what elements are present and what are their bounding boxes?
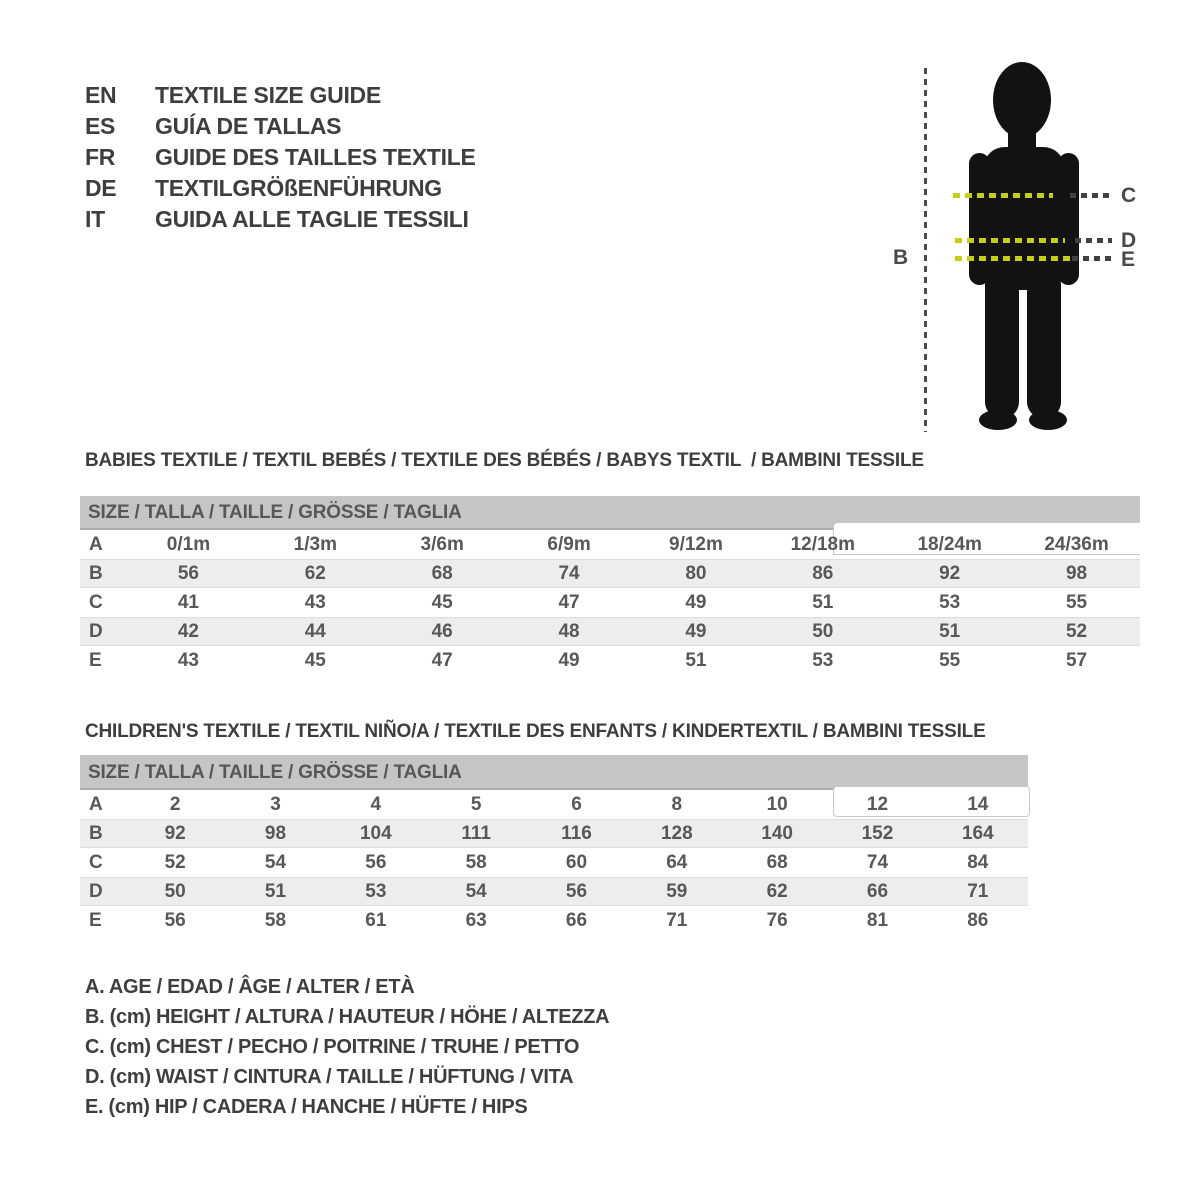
size-cell: 51	[812, 591, 834, 613]
language-code: EN	[85, 82, 117, 108]
size-cell: 128	[660, 822, 693, 844]
size-cell: 3	[270, 793, 281, 815]
legend-line-e: E. (cm) HIP / CADERA / HANCHE / HÜFTE / HIPS	[85, 1096, 528, 1118]
size-cell: 66	[565, 909, 588, 931]
size-cell: 68	[431, 562, 453, 584]
size-cell: 1/3m	[293, 533, 337, 555]
size-cell: 51	[939, 620, 961, 642]
language-guide-title: GUIDE DES TAILLES TEXTILE	[155, 144, 476, 170]
size-cell: 80	[685, 562, 707, 584]
row-label: A	[89, 793, 103, 815]
size-cell: 61	[365, 909, 387, 931]
legend-line-d: D. (cm) WAIST / CINTURA / TAILLE / HÜFTUNG / VITA	[85, 1066, 574, 1088]
row-label: E	[89, 649, 102, 671]
language-row-de	[85, 173, 476, 204]
babies-size-table	[80, 496, 1140, 675]
size-cell: 53	[812, 649, 834, 671]
size-row-d	[80, 617, 1140, 646]
size-cell: 4	[370, 793, 382, 815]
hip-label: E	[1121, 248, 1136, 271]
size-cell: 9/12m	[669, 533, 723, 555]
measurement-legend	[85, 972, 609, 1122]
language-code: IT	[85, 206, 105, 232]
legend-line-b: B. (cm) HEIGHT / ALTURA / HAUTEUR / HÖHE / ALTEZZA	[85, 1006, 610, 1028]
hip-guide-line	[1072, 256, 1112, 261]
size-cell: 50	[812, 620, 834, 642]
waist-measure-line	[955, 238, 1065, 243]
row-label: A	[89, 533, 103, 555]
size-cell: 2	[169, 793, 181, 815]
size-row-e	[80, 646, 1140, 675]
size-cell: 60	[565, 851, 588, 873]
waist-guide-line	[1075, 238, 1112, 243]
language-row-it	[85, 204, 476, 235]
child-silhouette-icon	[940, 50, 1110, 440]
children-table-grid	[80, 790, 1028, 935]
size-cell: 48	[558, 620, 580, 642]
size-cell: 46	[431, 620, 453, 642]
size-cell: 18/24m	[917, 533, 982, 555]
size-cell: 24/36m	[1044, 533, 1109, 555]
size-cell: 45	[304, 649, 326, 671]
size-cell: 43	[304, 591, 326, 613]
size-cell: 54	[465, 880, 487, 902]
size-row-a	[80, 530, 1140, 559]
height-measure-line	[924, 68, 927, 432]
babies-section-title: BABIES TEXTILE / TEXTIL BEBÉS / TEXTILE DES BÉBÉS / BABYS TEXTIL / BAMBINI TESSILE	[85, 450, 924, 471]
size-cell: 51	[264, 880, 287, 902]
language-guide-title: TEXTILE SIZE GUIDE	[155, 82, 381, 108]
size-row-b	[80, 559, 1140, 588]
size-cell: 56	[365, 851, 387, 873]
size-cell: 81	[866, 909, 889, 931]
row-label: C	[89, 851, 103, 873]
measurement-figure	[880, 40, 1190, 465]
size-cell: 92	[164, 822, 186, 844]
height-label: B	[893, 246, 909, 269]
size-cell: 64	[666, 851, 688, 873]
language-code: ES	[85, 113, 116, 139]
size-cell: 12/18m	[790, 533, 856, 555]
size-cell: 53	[939, 591, 961, 613]
row-label: B	[89, 562, 103, 584]
size-cell: 98	[264, 822, 287, 844]
size-cell: 71	[666, 909, 688, 931]
size-cell: 45	[431, 591, 453, 613]
size-cell: 74	[558, 562, 580, 584]
chest-measure-line	[953, 193, 1053, 198]
legend-line-c: C. (cm) CHEST / PECHO / POITRINE / TRUHE / PETTO	[85, 1036, 580, 1058]
size-cell: 59	[666, 880, 688, 902]
size-cell: 50	[164, 880, 186, 902]
row-label: B	[89, 822, 103, 844]
size-cell: 74	[866, 851, 889, 873]
size-cell: 52	[164, 851, 186, 873]
language-list	[85, 80, 476, 235]
size-cell: 6/9m	[547, 533, 591, 555]
language-code: FR	[85, 144, 116, 170]
size-cell: 44	[304, 620, 326, 642]
children-table-header-label: SIZE / TALLA / TAILLE / GRÖSSE / TAGLIA	[88, 762, 462, 783]
language-code: DE	[85, 175, 117, 201]
size-row-d	[80, 877, 1028, 906]
size-cell: 84	[967, 851, 989, 873]
size-cell: 6	[571, 793, 582, 815]
size-cell: 71	[967, 880, 989, 902]
language-guide-title: GUIDA ALLE TAGLIE TESSILI	[155, 206, 469, 232]
size-cell: 140	[761, 822, 793, 844]
size-cell: 49	[685, 591, 707, 613]
size-row-b	[80, 819, 1028, 848]
size-cell: 55	[939, 649, 961, 671]
size-cell: 14	[967, 793, 989, 815]
size-cell: 86	[812, 562, 834, 584]
size-cell: 52	[1065, 620, 1088, 642]
size-cell: 5	[470, 793, 482, 815]
size-cell: 111	[461, 822, 491, 844]
children-size-table	[80, 755, 1028, 935]
size-cell: 56	[565, 880, 588, 902]
row-label: E	[89, 909, 102, 931]
size-cell: 104	[359, 822, 392, 844]
size-cell: 57	[1065, 649, 1088, 671]
size-cell: 0/1m	[166, 533, 211, 555]
size-cell: 42	[177, 620, 199, 642]
row-label: D	[89, 620, 103, 642]
size-cell: 55	[1065, 591, 1088, 613]
language-guide-title: GUÍA DE TALLAS	[155, 113, 342, 139]
size-cell: 56	[177, 562, 199, 584]
waist-label: D	[1121, 229, 1137, 252]
language-row-en	[85, 80, 476, 111]
children-section-title: CHILDREN'S TEXTILE / TEXTIL NIÑO/A / TEXTILE DES ENFANTS / KINDERTEXTIL / BAMBINI TESSILE	[85, 721, 986, 742]
row-label: D	[89, 880, 103, 902]
size-cell: 62	[766, 880, 788, 902]
size-cell: 58	[465, 851, 487, 873]
size-row-e	[80, 906, 1028, 935]
legend-line-a: A. AGE / EDAD / ÂGE / ALTER / ETÀ	[85, 976, 415, 998]
size-cell: 43	[177, 649, 199, 671]
size-cell: 62	[304, 562, 326, 584]
size-cell: 47	[558, 591, 580, 613]
size-cell: 98	[1065, 562, 1088, 584]
size-cell: 66	[866, 880, 889, 902]
size-cell: 49	[685, 620, 707, 642]
size-cell: 54	[264, 851, 287, 873]
size-cell: 8	[671, 793, 683, 815]
size-cell: 68	[766, 851, 788, 873]
size-cell: 92	[939, 562, 961, 584]
babies-table-grid	[80, 530, 1140, 675]
size-cell: 49	[558, 649, 580, 671]
size-cell: 58	[264, 909, 287, 931]
chest-label: C	[1121, 184, 1137, 207]
language-row-es	[85, 111, 476, 142]
size-cell: 41	[177, 591, 199, 613]
size-cell: 3/6m	[420, 533, 464, 555]
size-cell: 164	[961, 822, 994, 844]
size-cell: 47	[431, 649, 453, 671]
row-label: C	[89, 591, 103, 613]
babies-table-header-label: SIZE / TALLA / TAILLE / GRÖSSE / TAGLIA	[88, 502, 462, 523]
size-cell: 51	[685, 649, 707, 671]
size-row-c	[80, 588, 1140, 617]
language-guide-title: TEXTILGRÖßENFÜHRUNG	[155, 175, 442, 201]
language-row-fr	[85, 142, 476, 173]
size-cell: 86	[967, 909, 989, 931]
size-row-c	[80, 848, 1028, 877]
hip-measure-line	[955, 256, 1070, 261]
chest-guide-line	[1070, 193, 1114, 198]
size-cell: 63	[465, 909, 487, 931]
size-cell: 152	[861, 822, 894, 844]
size-cell: 53	[365, 880, 387, 902]
size-cell: 56	[164, 909, 186, 931]
size-cell: 76	[766, 909, 788, 931]
size-cell: 116	[561, 822, 592, 844]
size-row-a	[80, 790, 1028, 819]
size-cell: 10	[766, 793, 788, 815]
size-cell: 12	[866, 793, 889, 815]
